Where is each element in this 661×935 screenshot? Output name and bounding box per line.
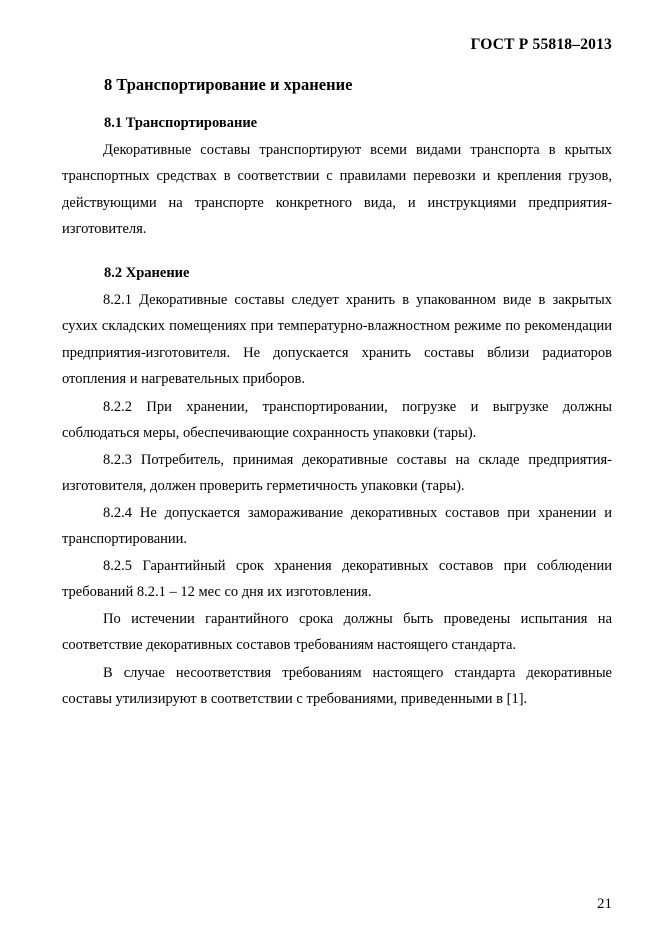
standard-code-header: ГОСТ Р 55818–2013 [470,36,612,53]
section-title: 8 Транспортирование и хранение [104,75,353,94]
paragraph-8-2-5: 8.2.5 Гарантийный срок хранения декоративных составов при соблюдении требований 8.2.1 – 12 мес со дня их изготовления. [62,558,612,601]
paragraph-transport: Декоративные составы транспортируют всеми видами транспорта в крытых транспортных средствах в соответствии с правилами перевозки и крепления грузов, действующими на транспорте конкретного вида, и инструкциями предприятия-изготовителя. [62,142,612,237]
paragraph-8-2-4: 8.2.4 Не допускается замораживание декоративных составов при хранении и транспортировании. [62,505,612,548]
page-number: 21 [597,896,612,912]
subsection-title-transport: 8.1 Транспортирование [104,115,258,131]
paragraph-warranty-expiry: По истечении гарантийного срока должны быть проведены испытания на соответствие декоративных составов требованиям настоящего стандарта. [62,611,612,654]
paragraph-8-2-1: 8.2.1 Декоративные составы следует хранить в упакованном виде в закрытых сухих складских помещениях при температурно-влажностном режиме по рекомендации предприятия-изготовителя. Не допускается хранить составы вблизи радиаторов отопления и нагревательных приборов. [62,292,612,387]
paragraph-8-2-3: 8.2.3 Потребитель, принимая декоративные составы на складе предприятия-изготовителя, должен проверить герметичность упаковки (тары). [62,452,612,495]
subsection-title-storage: 8.2 Хранение [104,265,190,281]
paragraph-disposal: В случае несоответствия требованиям настоящего стандарта декоративные составы утилизируют в соответствии с требованиями, приведенными в [1]. [62,665,612,708]
paragraph-8-2-2: 8.2.2 При хранении, транспортировании, погрузке и выгрузке должны соблюдаться меры, обеспечивающие сохранность упаковки (тары). [62,399,612,442]
